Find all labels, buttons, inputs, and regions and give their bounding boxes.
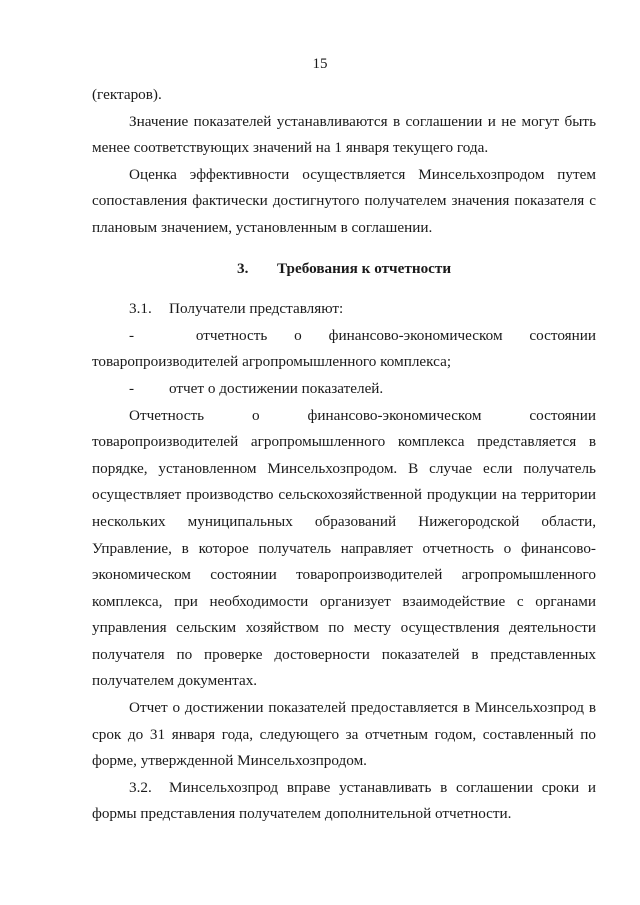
paragraph-financial-reporting: товаропроизводителей агропромышленного комплекса представляется в порядке, установленном Минсельхозпродом. В случае если получатель осуществляет производство сельскохозяйственной продукции на территории нескольких муниципальных образований Нижегородской области, Управление, в которое получатель направляет отчетность о финансово-экономическом состоянии товаропроизводителей агропромышленного комплекса, при необходимости организует взаимодействие с органами управления сельским хозяйством по месту осуществления деятельности получателя по проверке достоверности показателей в представленных получателем документах.: [92, 433, 596, 690]
paragraph-word: о: [251, 406, 260, 424]
section-number: 3.: [237, 259, 249, 277]
list-word: отчетность: [195, 326, 268, 344]
list-word: финансово-экономическом: [328, 326, 503, 344]
paragraph-word: Отчетность: [129, 406, 205, 424]
clause-3-1: [92, 296, 596, 323]
clause-text: Получатели представляют:: [169, 300, 344, 318]
section-title: Требования к отчетности: [277, 259, 452, 277]
paragraph-report-deadline: Отчет о достижении показателей предоставляется в Минсельхозпрод в срок до 31 января года, следующего за отчетным годом, составленный по форме, утвержденной Минсельхозпродом.: [92, 699, 596, 770]
list-word: состоянии: [529, 326, 596, 344]
list-dash: -: [129, 379, 135, 397]
document-body: [92, 82, 596, 828]
list-item-financial-report: [92, 323, 596, 350]
list-item-text: отчет о достижении показателей.: [169, 379, 384, 397]
clause-text: Минсельхозпрод вправе устанавливать в соглашении сроки и формы представления получателем дополнительной отчетности.: [92, 778, 596, 823]
list-item-indicator-report: [92, 376, 596, 403]
paragraph-word: состоянии: [529, 406, 596, 424]
paragraph-word: финансово-экономическом: [307, 406, 482, 424]
section-heading: [92, 256, 596, 283]
paragraph-first-line: [92, 403, 596, 430]
list-item-continuation: товаропроизводителей агропромышленного комплекса;: [92, 353, 452, 371]
clause-3-2: [92, 775, 596, 828]
paragraph-indicator-values: Значение показателей устанавливаются в соглашении и не могут быть менее соответствующих значений на 1 января текущего года.: [92, 112, 596, 157]
clause-number: 3.1.: [129, 300, 152, 318]
page-number: 15: [312, 56, 328, 72]
paragraph-continuation: (гектаров).: [92, 86, 162, 103]
list-dash: -: [129, 326, 135, 344]
paragraph-efficiency-assessment: Оценка эффективности осуществляется Минсельхозпродом путем сопоставления фактически достигнутого получателем значения показателя с плановым значением, установленным в соглашении.: [92, 165, 596, 236]
list-word: о: [294, 326, 302, 344]
clause-number: 3.2.: [129, 778, 152, 796]
